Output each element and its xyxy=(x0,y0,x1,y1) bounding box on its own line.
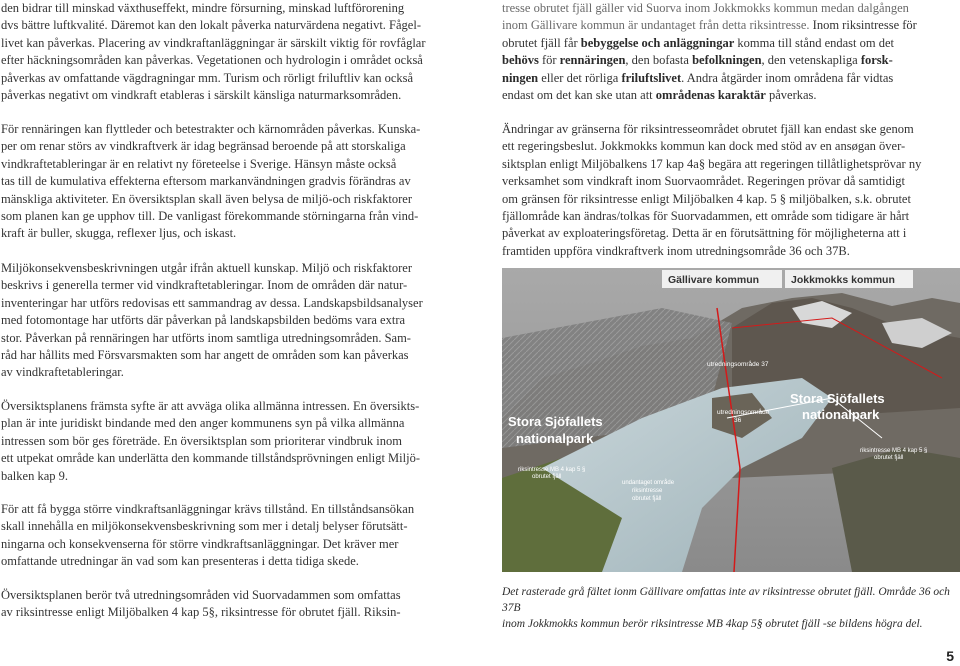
image-caption xyxy=(502,584,952,632)
riksintresse-label: obrutet fjäll xyxy=(874,455,904,461)
text-line: mänskliga aktiviteter. En översiktsplan skall även belysa de miljö-och riskfaktorer xyxy=(1,191,412,206)
riksintresse-label: riksintresse MB 4 kap 5 § xyxy=(518,467,586,473)
permit-paragraph xyxy=(1,501,469,571)
text-line: ett regeringsbeslut. Jokkmokks kommun kan dock med stöd av en ansøgan över- xyxy=(502,139,906,154)
excluded-area-label: undantaget område xyxy=(622,480,675,486)
riksintresse-label: obrutet fjäll xyxy=(532,474,562,480)
text-line xyxy=(502,87,960,104)
caption-line: Det rasterade grå fältet ionm Gällivare omfattas inte av riksintresse obrutet fjäll. Område 36 och 37B xyxy=(502,586,950,614)
text-line: Ändringar av gränserna för riksintresseområdet obrutet fjäll kan endast ske genom xyxy=(502,122,914,136)
text-span: påverkas. xyxy=(765,88,817,103)
text-line: fjällområde kan ändras/tolkas för Suorvadammen, ett område som tidigare är hårt xyxy=(502,209,910,224)
bold-term: friluftslivet xyxy=(621,70,682,85)
area-36-label: 36 xyxy=(734,417,742,424)
bold-term: bebyggelse och anläggningar xyxy=(580,35,735,50)
bold-term: behövs xyxy=(502,53,539,68)
text-line: den bidrar till minskad växthuseffekt, mindre försurning, minskad luftförorening xyxy=(1,1,405,15)
excluded-area-label: obrutet fjäll xyxy=(632,496,662,502)
text-span: eller det rörliga xyxy=(538,70,622,85)
text-line: livet kan påverkas. Placering av vindkraftanläggningar är särskilt viktig för rovfåglar xyxy=(1,35,426,50)
text-span: Inom riksintresse för xyxy=(809,18,917,33)
mkb-paragraph xyxy=(1,260,469,382)
riksintresse-label: riksintresse MB 4 kap 5 § xyxy=(860,448,928,454)
text-line: av vindkraftetableringar. xyxy=(1,365,124,380)
text-line: omfattande utredningar än vad som kan presenteras i detta tidiga skede. xyxy=(1,554,359,569)
text-line: som planen kan ge upphov till. De vanligast förekommande störningarna från vind- xyxy=(1,209,419,224)
text-line: verksamhet som vindkraft inom Suorvaområdet. Regeringen prövar då samtidigt xyxy=(502,174,906,189)
text-line: balken kap 9. xyxy=(1,468,68,483)
text-line: framtiden uppföra vindkraftverk inom utredningsområde 36 och 37B. xyxy=(502,243,850,258)
text-line: med fotomontage har utförts där påverkan på landskapsbilden bedöms vara extra xyxy=(1,313,406,328)
text-line: av riksintresse enligt Miljöbalken 4 kap 5§, riksintresse för obrutet fjäll. Riksin- xyxy=(1,605,401,620)
text-line xyxy=(502,70,960,87)
excluded-area-label: riksintresse xyxy=(632,488,663,494)
text-line xyxy=(502,35,960,52)
national-park-label: nationalpark xyxy=(802,407,880,422)
bold-term: forsk- xyxy=(860,53,893,68)
text-line: intressen som bör ges företräde. En översiktsplan som prioriterar vindbruk inom xyxy=(1,433,402,448)
text-line: plan är inte juridiskt bindande med den anger kommunens syn på vilka allmänna xyxy=(1,416,405,431)
purpose-paragraph xyxy=(1,398,469,485)
text-line: råd har hållits med Försvarsmakten som har angett de områden som kan påverkas xyxy=(1,348,409,363)
bold-term: befolkningen xyxy=(692,53,762,68)
terrain-map-image xyxy=(502,268,960,572)
text-span: . Andra åtgärder inom områdena får vidtas xyxy=(681,70,894,85)
text-span: för xyxy=(538,53,560,68)
text-line: För rennäringen kan flyttleder och betestrakter och kärnområden påverkas. Kunska- xyxy=(1,122,421,136)
text-line: per om renar störs av vindkraftverk är idag begränsad beroende på att storskaliga xyxy=(1,139,406,154)
bold-term: områdenas karaktär xyxy=(655,88,766,103)
bold-term: rennäringen xyxy=(559,53,626,68)
text-line: siktsplan enligt Miljöbalkens 17 kap 4a§ begära att regeringen tillåtlighetsprövar ny xyxy=(502,156,922,171)
national-park-label: Stora Sjöfallets xyxy=(508,414,603,429)
jokkmokk-label: Jokkmokks kommun xyxy=(791,274,895,286)
intro-paragraph xyxy=(1,0,469,104)
area-37-label: utredningsområde 37 xyxy=(707,361,769,368)
text-line: dvs bättre luftkvalité. Däremot kan den lokalt påverka naturvärdena negativt. Fågel- xyxy=(1,18,421,33)
text-line: tas till de kumulativa effekterna eftersom markanvändningen gradvis förändras av xyxy=(1,174,411,189)
text-line: Översiktsplanens främsta syfte är att avväga olika allmänna intressen. En översikts- xyxy=(1,399,420,413)
text-line: inventeringar har utförs redovisas ett sammandrag av dessa. Landskapsbildsanalyser xyxy=(1,295,423,310)
text-line: påverkas av omfattande vägdragningar mm. Turism och rörligt friluftliv kan också xyxy=(1,70,414,85)
text-line: skall innehålla en miljökonsekvensbeskrivning som mer i detalj belyser förutsätt- xyxy=(1,519,408,534)
text-line xyxy=(502,0,960,17)
text-span: , den bofasta xyxy=(625,53,693,68)
text-line: För att få bygga större vindkraftsanläggningar krävs tillstånd. En tillståndsansökan xyxy=(1,502,415,516)
text-span: tresse obrutet fjäll gäller vid Suorva inom Jokkmokks kommun medan dalgången xyxy=(502,1,909,15)
text-line: ningarna och konsekvenserna för större vindkraftsanläggningar. Det kräver mer xyxy=(1,536,399,551)
boundary-change-paragraph xyxy=(502,121,960,260)
caption-line: inom Jokkmokks kommun berör riksintresse MB 4kap 5§ obrutet fjäll -se bildens högra del. xyxy=(502,618,923,630)
text-span: inom Gällivare kommun är undantaget från detta riksintresse. xyxy=(502,18,810,33)
text-line: om gränsen för riksintresse enligt Miljöbalken 4 kap. 5 § miljöbalken, s.k. obrutet xyxy=(502,191,911,206)
gallivare-label: Gällivare kommun xyxy=(668,274,760,286)
text-line: efter häckningsområden kan påverkas. Vegetationen och hydrologin i området också xyxy=(1,53,423,68)
text-line: beskrivs i generella termer vid vindkraftetableringar. Inom de områden där natur- xyxy=(1,278,408,293)
text-line xyxy=(502,52,960,69)
text-line xyxy=(502,17,960,34)
riksintresse-paragraph xyxy=(502,0,960,104)
terrain-illustration xyxy=(502,268,960,572)
text-span: endast om det kan ske utan att xyxy=(502,88,656,103)
text-line: påverkat av exploateringsföretag. Detta är en förutsättning för möjligheterna att i xyxy=(502,226,907,241)
page-number: 5 xyxy=(946,648,954,664)
area-36-label: utredningsområde xyxy=(717,409,770,416)
bold-term: ningen xyxy=(502,70,539,85)
text-line: stor. Påverkan på rennäringen har utförts inom samtliga utredningsområden. Sam- xyxy=(1,330,411,345)
reindeer-paragraph xyxy=(1,121,469,243)
national-park-label: nationalpark xyxy=(516,431,594,446)
text-line: Miljökonsekvensbeskrivningen utgår ifrån aktuell kunskap. Miljö och riskfaktorer xyxy=(1,261,413,275)
text-span: obrutet fjäll får xyxy=(502,35,581,50)
text-line: kraft är buller, skugga, reflexer ljus, och iskast. xyxy=(1,226,237,241)
text-line: ett utpekat område kan underlätta den kommande tillståndsprövningen enligt Miljö- xyxy=(1,451,420,466)
text-span: komma till stånd endast om det xyxy=(734,35,894,50)
text-line: vindkraftetableringar är en relativt ny företeelse i Sverige. Hänsyn måste också xyxy=(1,156,397,171)
text-line: påverkas negativt om vindkraft etableras i särskilt känsliga naturmarksområden. xyxy=(1,88,402,103)
areas-paragraph xyxy=(1,587,469,622)
text-line: Översiktsplanen berör två utredningsområden vid Suorvadammen som omfattas xyxy=(1,588,401,602)
text-span: , den vetenskapliga xyxy=(761,53,861,68)
hill-area xyxy=(832,448,960,572)
national-park-label: Stora Sjöfallets xyxy=(790,391,885,406)
